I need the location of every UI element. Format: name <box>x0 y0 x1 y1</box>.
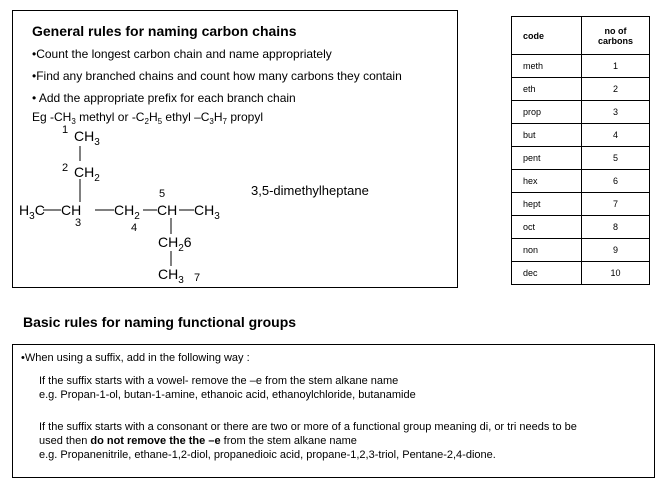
functional-groups-box <box>12 344 655 478</box>
carbon-2-group: $CH_2$ <box>74 164 100 184</box>
prefix-examples: Eg $-CH_3$ methyl or $-C_2H_5$ ethyl $-C_3H_7$ propyl <box>32 110 264 126</box>
structure-atoms <box>19 124 220 286</box>
header-carbons: no of carbons <box>582 17 650 55</box>
header-code: code <box>512 17 582 55</box>
count-cell: 8 <box>582 216 650 239</box>
table-header-row <box>512 17 650 55</box>
carbon-6-group: $CH_26$ <box>158 234 192 254</box>
count-cell: 5 <box>582 147 650 170</box>
consonant-examples: e.g. Propanenitrile, ethane-1,2-diol, propanedioic acid, propane-1,2,3-triol, Pentane-2,4-dione. <box>39 449 496 461</box>
consonant-rule-line-1: If the suffix starts with a consonant or there are two or more of a functional group meaning di, or tri needs to be <box>39 421 577 433</box>
carbon-number-7: 7 <box>194 272 201 284</box>
count-cell: 7 <box>582 193 650 216</box>
count-cell: 1 <box>582 55 650 78</box>
count-cell: 3 <box>582 101 650 124</box>
carbon-7-group: $CH_3$ <box>158 266 184 286</box>
prefix-cell: non <box>512 239 582 262</box>
compound-name: 3,5-dimethylheptane <box>251 183 369 198</box>
prefix-cell: but <box>512 124 582 147</box>
table-row <box>512 170 650 193</box>
count-cell: 4 <box>582 124 650 147</box>
prefix-cell: prop <box>512 101 582 124</box>
rule-bullet-1: •Count the longest carbon chain and name appropriately <box>32 47 332 61</box>
table-row <box>512 78 650 101</box>
carbon-number-3: 3 <box>75 217 82 229</box>
table-row <box>512 193 650 216</box>
right-methyl-group: $CH_3$ <box>194 202 220 222</box>
functional-groups-title: Basic rules for naming functional groups <box>23 314 297 330</box>
consonant-rule-line-2: used then do not remove the the –e from the stem alkane name <box>39 435 357 447</box>
rule-bullet-2: •Find any branched chains and count how many carbons they contain <box>32 69 402 83</box>
consonant-rule-emphasis: do not remove the the –e <box>90 435 221 447</box>
vowel-rule: If the suffix starts with a vowel- remove the –e from the stem alkane name <box>39 375 399 387</box>
carbon-number-2: 2 <box>62 162 69 174</box>
count-cell: 10 <box>582 262 650 285</box>
suffix-intro: •When using a suffix, add in the following way : <box>21 352 250 364</box>
table-row <box>512 239 650 262</box>
table-row <box>512 124 650 147</box>
structural-formula <box>13 11 459 289</box>
table-row <box>512 101 650 124</box>
carbon-prefix-table <box>511 16 650 285</box>
carbon-4-group: $CH_2$ <box>114 202 140 222</box>
prefix-cell: meth <box>512 55 582 78</box>
vowel-examples: e.g. Propan-1-ol, butan-1-amine, ethanoic acid, ethanoylchloride, butanamide <box>39 389 416 401</box>
table-row <box>512 216 650 239</box>
table-row <box>512 55 650 78</box>
naming-rules-title: General rules for naming carbon chains <box>32 23 297 39</box>
prefix-cell: pent <box>512 147 582 170</box>
table-row <box>512 147 650 170</box>
naming-rules-box <box>12 10 458 288</box>
count-cell: 9 <box>582 239 650 262</box>
carbon-number-1: 1 <box>62 124 69 136</box>
count-cell: 2 <box>582 78 650 101</box>
carbon-3-group: CH <box>61 202 82 218</box>
table-row <box>512 262 650 285</box>
carbon-number-4: 4 <box>131 222 138 234</box>
left-methyl-group: $H_3C$ <box>19 202 45 222</box>
count-cell: 6 <box>582 170 650 193</box>
carbon-1-group: $CH_3$ <box>74 128 100 148</box>
prefix-cell: hept <box>512 193 582 216</box>
prefix-cell: eth <box>512 78 582 101</box>
prefix-cell: oct <box>512 216 582 239</box>
prefix-cell: dec <box>512 262 582 285</box>
rule-bullet-3: • Add the appropriate prefix for each branch chain <box>32 91 296 105</box>
prefix-cell: hex <box>512 170 582 193</box>
carbon-5-group: CH <box>157 202 178 218</box>
carbon-number-5: 5 <box>159 188 166 200</box>
